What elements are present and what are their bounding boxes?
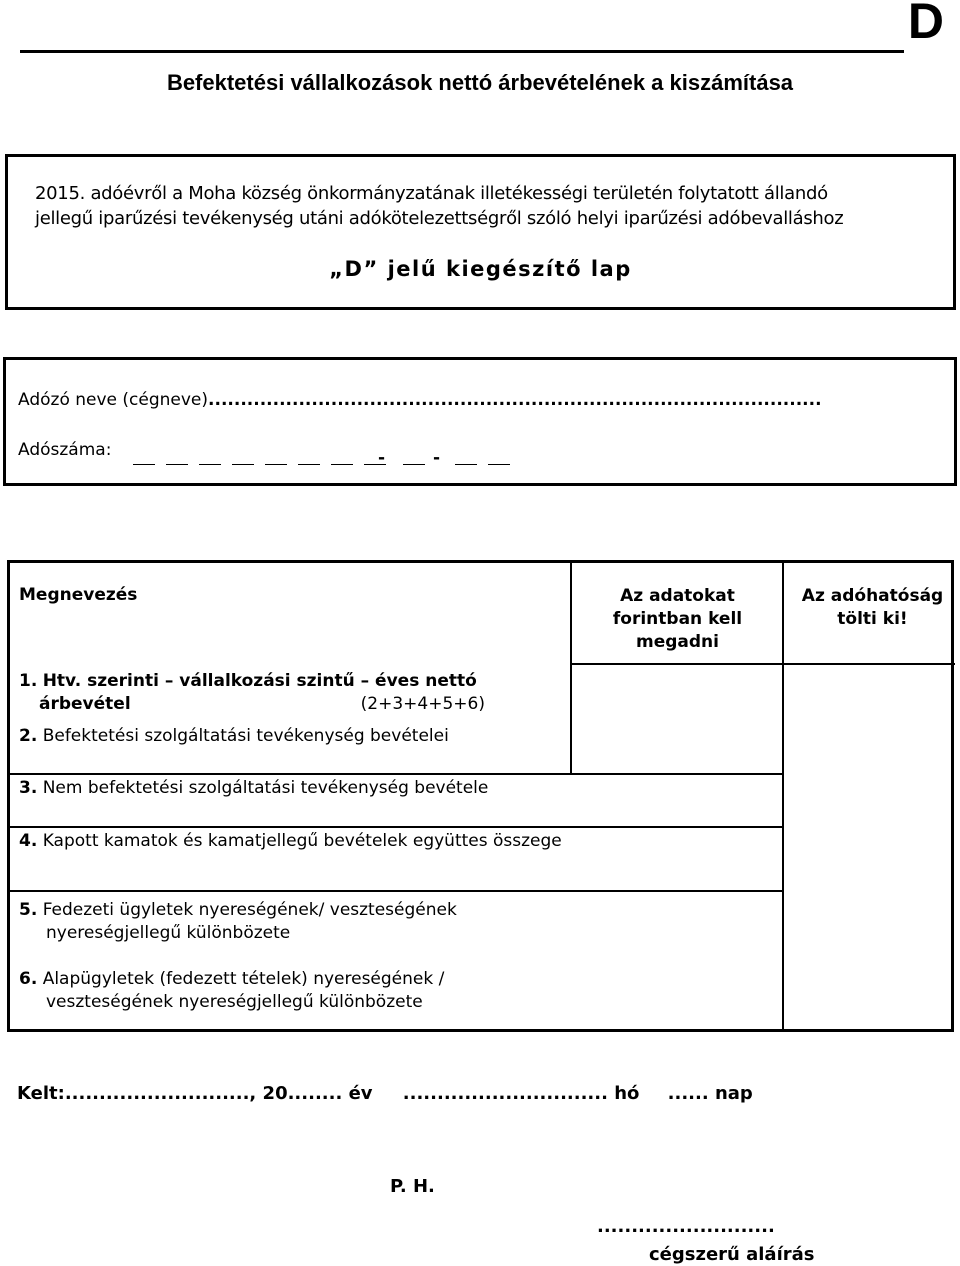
header-box bbox=[5, 154, 956, 310]
taxpayer-name-label: Adózó neve (cégneve) bbox=[18, 390, 209, 410]
digit-slot[interactable] bbox=[488, 464, 510, 465]
date-place-field[interactable]: ..........................., 20 bbox=[64, 1083, 288, 1104]
tax-number-label: Adószáma: bbox=[18, 440, 112, 460]
digit-slot[interactable] bbox=[265, 464, 287, 465]
date-day-field[interactable]: ...... nap bbox=[667, 1083, 753, 1104]
header-line-2: jellegű iparűzési tevékenység utáni adókötelezettségről szóló helyi iparűzési adóbevalláshoz bbox=[35, 208, 844, 229]
taxpayer-box bbox=[3, 357, 957, 486]
digit-slot[interactable] bbox=[166, 464, 188, 465]
header-line-1: 2015. adóévről a Moha község önkormányzatának illetékességi területén folytatott állandó bbox=[35, 183, 828, 204]
row-2: 2. Befektetési szolgáltatási tevékenység bevételei bbox=[19, 726, 449, 746]
page-title: Befektetési vállalkozások nettó árbevételének a kiszámítása bbox=[166, 70, 794, 95]
top-rule bbox=[20, 50, 904, 53]
row-4: 4. Kapott kamatok és kamatjellegű bevételek együttes összege bbox=[19, 831, 562, 851]
date-month-field[interactable]: .............................. hó bbox=[402, 1083, 640, 1104]
col-header-authority: Az adóhatóság tölti ki! bbox=[801, 586, 944, 629]
stamp-placeholder: P. H. bbox=[390, 1176, 435, 1197]
col-header-name: Megnevezés bbox=[19, 585, 138, 605]
signature-label: cégszerű aláírás bbox=[649, 1244, 815, 1265]
row-3: 3. Nem befektetési szolgáltatási tevékenység bevétele bbox=[19, 778, 489, 798]
tax-number-separator: - bbox=[433, 448, 441, 468]
taxpayer-name-row bbox=[18, 390, 822, 410]
digit-slot[interactable] bbox=[133, 464, 155, 465]
date-line[interactable] bbox=[17, 1083, 753, 1104]
digit-slot[interactable] bbox=[199, 464, 221, 465]
form-letter: D bbox=[907, 0, 944, 49]
digit-slot[interactable] bbox=[455, 464, 477, 465]
date-year-field[interactable]: ........ év bbox=[287, 1083, 373, 1104]
digit-slot[interactable] bbox=[298, 464, 320, 465]
signature-field[interactable]: .......................... bbox=[597, 1216, 775, 1237]
digit-slot[interactable] bbox=[403, 464, 425, 465]
date-label: Kelt: bbox=[17, 1083, 65, 1104]
row-5: 5. Fedezeti ügyletek nyereségének/ veszteségének nyereségjellegű különbözete bbox=[19, 900, 457, 943]
row-1: 1. Htv. szerinti – vállalkozási szintű – éves nettó árbevétel (2+3+4+5+6) bbox=[19, 671, 485, 714]
col-header-amount: Az adatokat forintban kell megadni bbox=[612, 586, 743, 652]
digit-slot[interactable] bbox=[331, 464, 353, 465]
tax-number-separator: - bbox=[378, 448, 386, 468]
digit-slot[interactable] bbox=[232, 464, 254, 465]
form-subtitle: „D” jelű kiegészítő lap bbox=[329, 257, 632, 281]
revenue-table bbox=[7, 560, 954, 1032]
row-6: 6. Alapügyletek (fedezett tételek) nyereségének / veszteségének nyereségjellegű különbözete bbox=[19, 969, 445, 1012]
taxpayer-name-field[interactable]: ............................................................................................... bbox=[208, 390, 822, 410]
